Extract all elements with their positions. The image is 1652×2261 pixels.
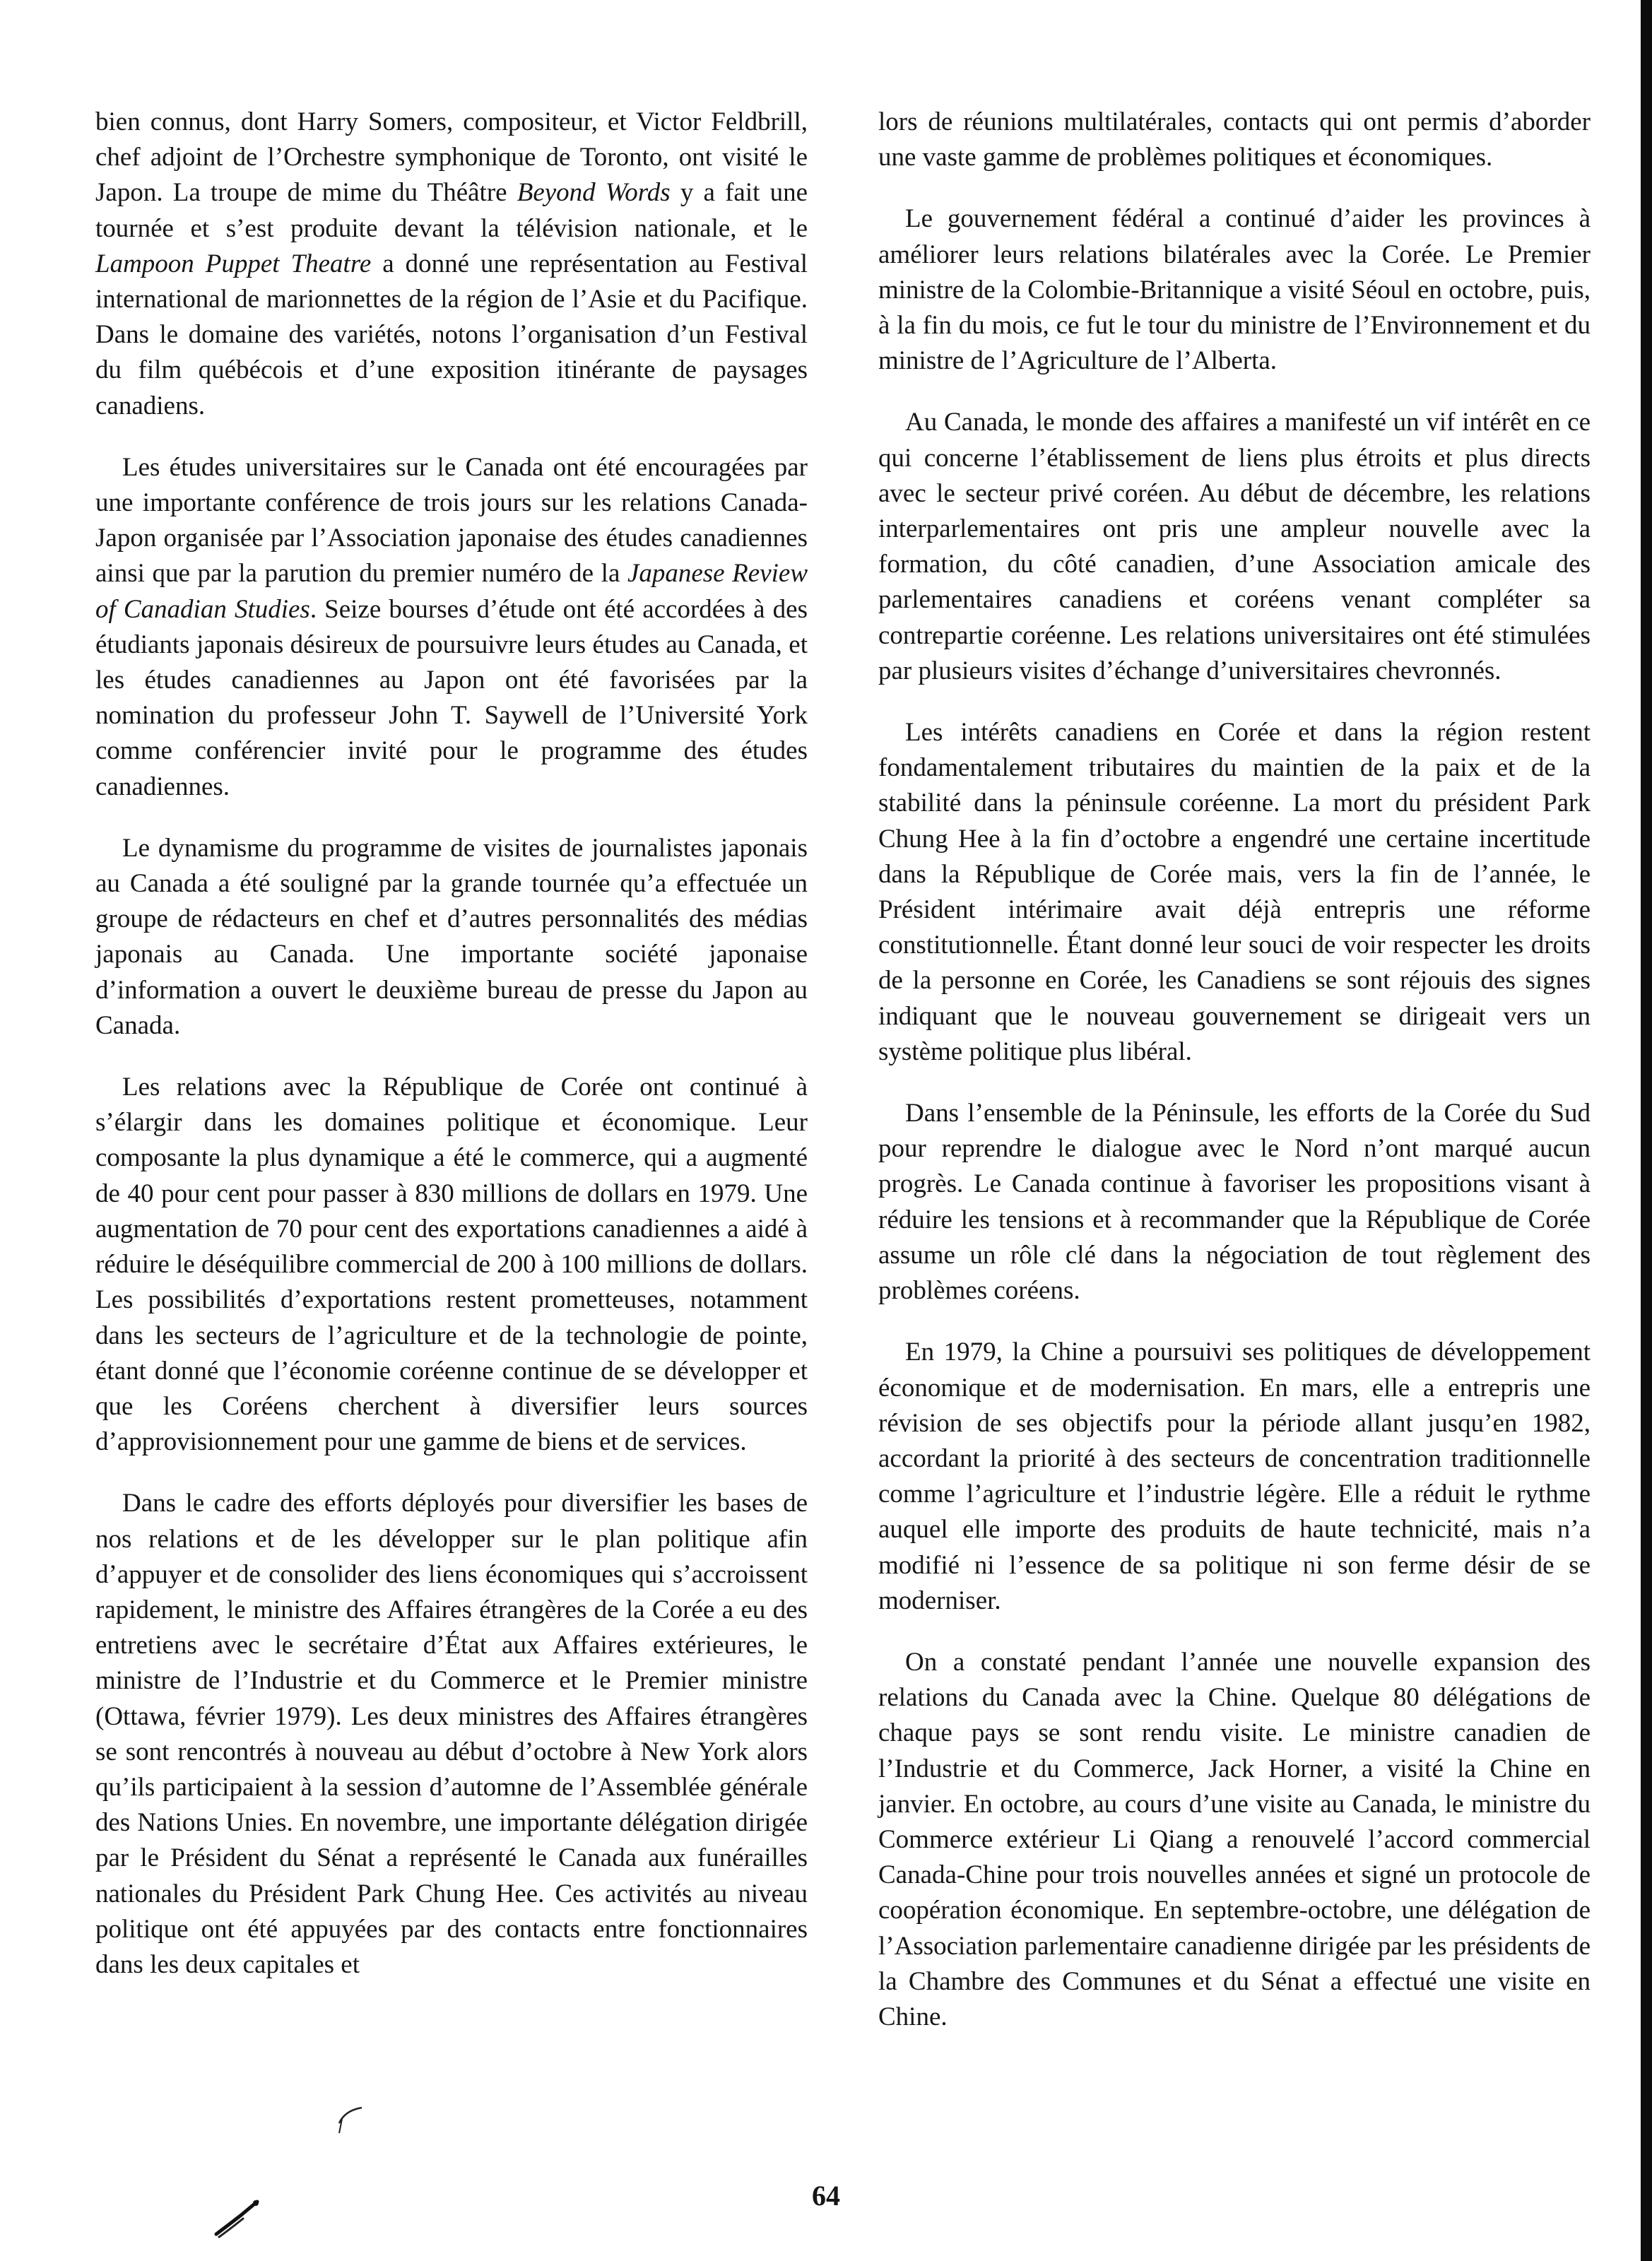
text-run: bien connus, dont Harry Somers, compositeur, et Victor Feldbrill, chef adjoint de l’Orchestre symphonique de Toronto, ont visité le Japon. La troupe de mime du Théâtre	[95, 107, 808, 208]
text-run: Les intérêts canadiens en Corée et dans la région restent fondamentalement tributaires du maintien de la paix et de la stabilité dans la péninsule coréenne. La mort du président Park Chung Hee à la fin d’octobre a engendré une certaine incertitude dans la République de Corée mais, vers la fin de l’année, le Président intérimaire avait déjà entrepris une réforme constitutionnelle. Étant donné leur souci de voir respecter les droits de la personne en Corée, les Canadiens se sont réjouis des signes indiquant que le nouveau gouvernement se dirigeait vers un système politique plus libéral.	[878, 718, 1591, 1066]
text-run: Les relations avec la République de Corée ont continué à s’élargir dans les domaines politique et économique. Leur composante la plus dynamique a été le commerce, qui a augmenté de 40 pour cent pour passer à 830 millions de dollars en 1979. Une augmentation de 70 pour cent des exportations canadiennes a aidé à réduire le déséquilibre commercial de 200 à 100 millions de dollars. Les possibilités d’exportations restent prometteuses, notamment dans les secteurs de l’agriculture et de la technologie de pointe, étant donné que l’économie coréenne continue de se développer et que les Coréens cherchent à diversifier leurs sources d’approvisionnement pour une gamme de biens et de services.	[95, 1073, 808, 1457]
text-run: Le dynamisme du programme de visites de journalistes japonais au Canada a été souligné par la grande tournée qu’a effectuée un groupe de rédacteurs en chef et d’autres personnalités des médias japonais au Canada. Une importante société japonaise d’information a ouvert le deuxième bureau de presse du Japon au Canada.	[95, 833, 808, 1040]
text-run: lors de réunions multilatérales, contacts qui ont permis d’aborder une vaste gamme de problèmes politiques et économiques.	[878, 107, 1591, 172]
right-column	[878, 105, 1591, 2061]
paragraph	[878, 715, 1591, 1070]
italic-title: Beyond Words	[517, 178, 671, 208]
text-run: . Seize bourses d’étude ont été accordées à des étudiants japonais désireux de poursuivre leurs études au Canada, et les études canadiennes au Japon ont été favorisées par la nomination du professeur John T. Saywell de l’Université York comme conférencier invité pour le programme des études canadiennes.	[95, 594, 808, 801]
text-run: Dans l’ensemble de la Péninsule, les efforts de la Corée du Sud pour reprendre le dialogue avec le Nord n’ont marqué aucun progrès. Le Canada continue à favoriser les propositions visant à réduire les tensions et à recommander que la République de Corée assume un rôle clé dans la négociation de tout règlement des problèmes coréens.	[878, 1099, 1591, 1306]
text-run: On a constaté pendant l’année une nouvelle expansion des relations du Canada avec la Chine. Quelque 80 délégations de chaque pays se sont rendu visite. Le ministre canadien de l’Industrie et du Commerce, Jack Horner, a visité la Chine en janvier. En octobre, au cours d’une visite au Canada, le ministre du Commerce extérieur Li Qiang a renouvelé l’accord commercial Canada-Chine pour trois nouvelles années et signé un protocole de coopération économique. En septembre-octobre, une délégation de l’Association parlementaire canadienne dirigée par les présidents de la Chambre des Communes et du Sénat a effectué une visite en Chine.	[878, 1647, 1591, 2031]
text-run: Au Canada, le monde des affaires a manifesté un vif intérêt en ce qui concerne l’établissement de liens plus étroits et plus directs avec le secteur privé coréen. Au début de décembre, les relations interparlementaires ont pris une ampleur nouvelle avec la formation, du côté canadien, d’une Association amicale des parlementaires canadiens et coréens venant compléter sa contrepartie coréenne. Les relations universitaires ont été stimulées par plusieurs visites d’échange d’universitaires chevronnés.	[878, 408, 1591, 685]
pencil-scribble-icon	[212, 2197, 261, 2240]
stray-pen-mark	[338, 2102, 373, 2137]
text-run: Les études universitaires sur le Canada ont été encouragées par une importante conférence de trois jours sur les relations Canada-Japon organisée par l’Association japonaise des études canadiennes ainsi que par la parution du premier numéro de la	[95, 452, 808, 589]
paragraph	[95, 1070, 808, 1460]
paragraph	[95, 831, 808, 1044]
paragraph	[878, 105, 1591, 175]
paragraph	[878, 1335, 1591, 1619]
paragraph	[878, 405, 1591, 689]
page-number: 64	[812, 2180, 840, 2212]
paragraph	[878, 1645, 1591, 2035]
italic-title: Lampoon Puppet Theatre	[95, 249, 372, 278]
paragraph	[878, 1096, 1591, 1309]
text-run: En 1979, la Chine a poursuivi ses politiques de développement économique et de modernisation. En mars, elle a entrepris une révision de ses objectifs pour la période allant jusqu’en 1982, accordant la priorité à des secteurs de concentration traditionnelle comme l’agriculture et l’industrie légère. Elle a réduit le rythme auquel elle importe des produits de haute technicité, mais n’a modifié ni l’essence de sa politique ni son ferme désir de se moderniser.	[878, 1338, 1591, 1615]
paragraph	[95, 450, 808, 805]
paragraph	[95, 105, 808, 424]
text-run: Le gouvernement fédéral a continué d’aider les provinces à améliorer leurs relations bilatérales avec la Corée. Le Premier ministre de la Colombie-Britannique a visité Séoul en octobre, puis, à la fin du mois, ce fut le tour du ministre de l’Environnement et du ministre de l’Agriculture de l’Alberta.	[878, 204, 1591, 376]
paragraph	[95, 1486, 808, 1983]
scan-edge-shadow	[1641, 0, 1652, 2261]
text-run: a donné une représentation au Festival international de marionnettes de la région de l’Asie et du Pacifique. Dans le domaine des variétés, notons l’organisation d’un Festival du film québécois et d’une exposition itinérante de paysages canadiens.	[95, 249, 808, 420]
italic-title: Japanese Review of Canadian Studies	[95, 559, 808, 624]
text-run: Dans le cadre des efforts déployés pour diversifier les bases de nos relations et de les développer sur le plan politique afin d’appuyer et de consolider des liens économiques qui s’accroissent rapidement, le ministre des Affaires étrangères de la Corée a eu des entretiens avec le secrétaire d’État aux Affaires extérieures, le ministre de l’Industrie et du Commerce et le Premier ministre (Ottawa, février 1979). Les deux ministres des Affaires étrangères se sont rencontrés à nouveau au début d’octobre à New York alors qu’ils participaient à la session d’automne de l’Assemblée générale des Nations Unies. En novembre, une importante délégation dirigée par le Président du Sénat a représenté le Canada aux funérailles nationales du Président Park Chung Hee. Ces activités au niveau politique ont été appuyées par des contacts entre fonctionnaires dans les deux capitales et	[95, 1489, 808, 1979]
text-run: y a fait une tournée et s’est produite devant la télévision nationale, et le	[95, 178, 808, 243]
left-column	[95, 105, 808, 2009]
paragraph	[878, 201, 1591, 379]
